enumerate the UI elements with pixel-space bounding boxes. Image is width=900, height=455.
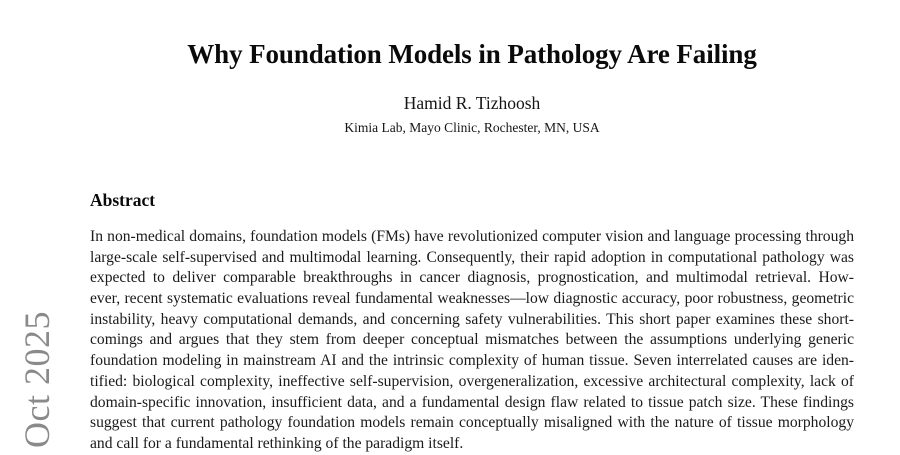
abstract-line: ever, recent systematic evaluations reveal fundamental weaknesses—low diagnostic accuracy, poor robustness, geometric (90, 290, 854, 308)
abstract-line: domain-specific innovation, insufficient data, and a fundamental design flaw related to tissue patch size. These findings (90, 393, 854, 411)
abstract-line-last: and call for a fundamental rethinking of the paradigm itself. (90, 434, 464, 452)
arxiv-date-stamp: Oct 2025 (17, 311, 57, 448)
abstract-line: In non-medical domains, foundation models (FMs) have revolutionized computer vision and language processing through (90, 228, 854, 245)
author-affiliation: Kimia Lab, Mayo Clinic, Rochester, MN, USA (344, 120, 600, 135)
paper-title: Why Foundation Models in Pathology Are Failing (187, 39, 757, 69)
abstract-line: expected to deliver comparable breakthroughs in cancer diagnosis, prognostication, and multimodal retrieval. How- (90, 269, 854, 287)
abstract-line: instability, heavy computational demands, and concerning safety vulnerabilities. This short paper examines these short- (90, 310, 854, 328)
abstract-line: tified: biological complexity, ineffective self-supervision, overgeneralization, excessive architectural complexity, lack of (90, 372, 854, 390)
abstract-line: suggest that current pathology foundation models remain conceptually misaligned with the nature of tissue morphology (90, 414, 854, 432)
abstract-heading: Abstract (90, 190, 156, 210)
abstract-line: foundation modeling in mainstream AI and the intrinsic complexity of human tissue. Seven interrelated causes are iden- (90, 352, 854, 370)
abstract-line: large-scale self-supervised and multimodal learning. Consequently, their rapid adoption in computational pathology was (90, 248, 854, 266)
abstract-line: comings and argues that they stem from deeper conceptual mismatches between the assumptions underlying generic (90, 331, 854, 349)
abstract-body (90, 227, 854, 455)
author-name: Hamid R. Tizhoosh (403, 93, 541, 113)
